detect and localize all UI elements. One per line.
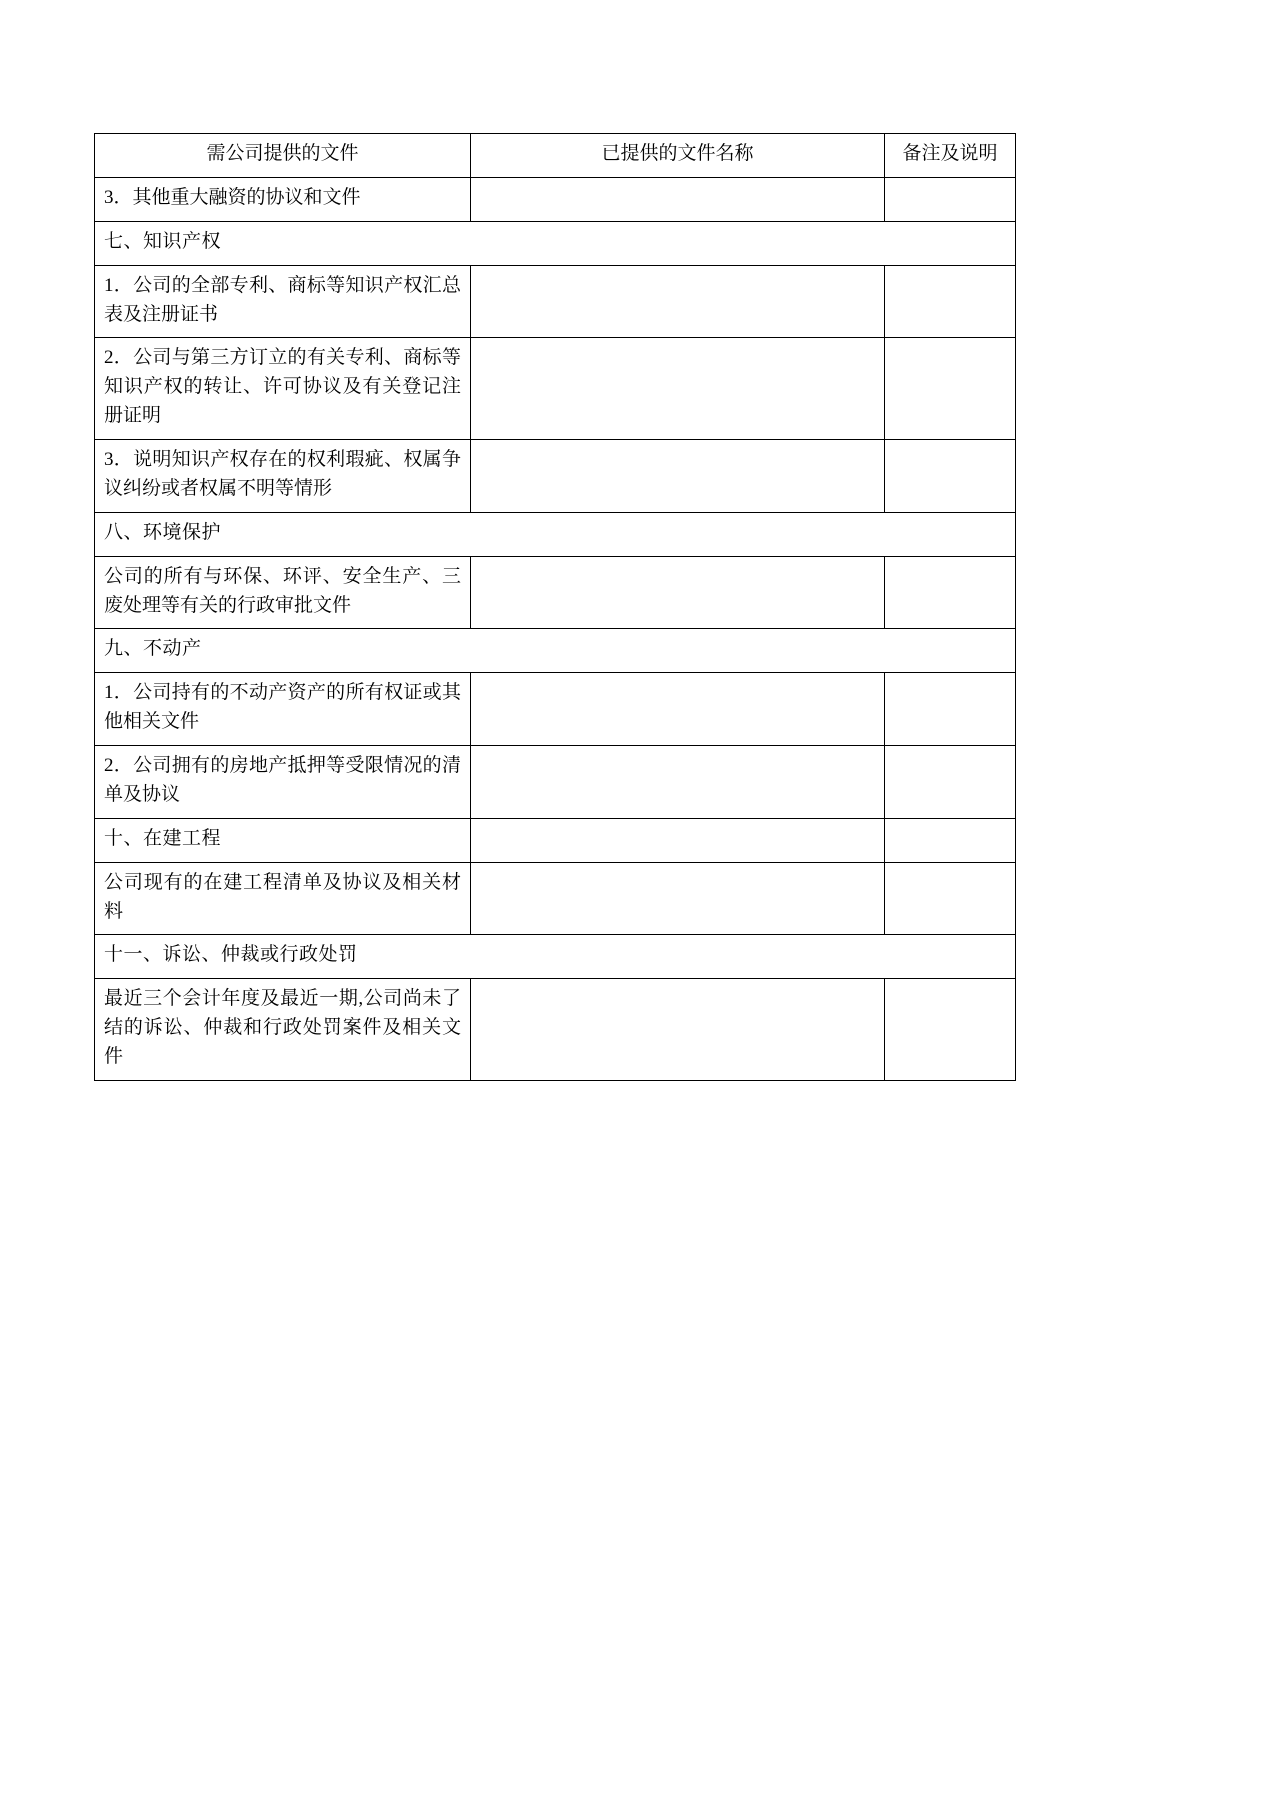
table-row [95,673,1016,746]
column-header-required-documents: 需公司提供的文件 [95,134,471,178]
item-label: 1．公司的全部专利、商标等知识产权汇总表及注册证书 [95,265,471,338]
table-header-row [95,134,1016,178]
provided-document-cell[interactable] [471,440,885,513]
item-label: 1．公司持有的不动产资产的所有权证或其他相关文件 [95,673,471,746]
remark-cell[interactable] [885,818,1016,862]
remark-cell[interactable] [885,746,1016,819]
item-label: 公司现有的在建工程清单及协议及相关材料 [95,862,471,935]
table-row [95,746,1016,819]
provided-document-cell[interactable] [471,818,885,862]
table-row [95,979,1016,1081]
provided-document-cell[interactable] [471,673,885,746]
section-heading: 七、知识产权 [95,221,1016,265]
remark-cell[interactable] [885,338,1016,440]
item-label: 3．其他重大融资的协议和文件 [95,177,471,221]
section-heading: 八、环境保护 [95,512,1016,556]
provided-document-cell[interactable] [471,338,885,440]
table-row [95,935,1016,979]
column-header-provided-document-name: 已提供的文件名称 [471,134,885,178]
table-row [95,177,1016,221]
table-row [95,338,1016,440]
remark-cell[interactable] [885,440,1016,513]
document-checklist-table [94,133,1016,1081]
table-row [95,512,1016,556]
section-heading: 十一、诉讼、仲裁或行政处罚 [95,935,1016,979]
remark-cell[interactable] [885,177,1016,221]
table-row [95,862,1016,935]
provided-document-cell[interactable] [471,556,885,629]
provided-document-cell[interactable] [471,177,885,221]
section-heading: 九、不动产 [95,629,1016,673]
column-header-remarks: 备注及说明 [885,134,1016,178]
table-row [95,818,1016,862]
remark-cell[interactable] [885,556,1016,629]
item-label: 2．公司拥有的房地产抵押等受限情况的清单及协议 [95,746,471,819]
item-label: 3．说明知识产权存在的权利瑕疵、权属争议纠纷或者权属不明等情形 [95,440,471,513]
table-row [95,265,1016,338]
section-heading: 十、在建工程 [95,818,471,862]
item-label: 2．公司与第三方订立的有关专利、商标等知识产权的转让、许可协议及有关登记注册证明 [95,338,471,440]
remark-cell[interactable] [885,265,1016,338]
table-row [95,221,1016,265]
remark-cell[interactable] [885,673,1016,746]
table-row [95,440,1016,513]
item-label: 最近三个会计年度及最近一期,公司尚未了结的诉讼、仲裁和行政处罚案件及相关文件 [95,979,471,1081]
provided-document-cell[interactable] [471,746,885,819]
remark-cell[interactable] [885,862,1016,935]
remark-cell[interactable] [885,979,1016,1081]
provided-document-cell[interactable] [471,979,885,1081]
provided-document-cell[interactable] [471,862,885,935]
table-row [95,629,1016,673]
table-row [95,556,1016,629]
item-label: 公司的所有与环保、环评、安全生产、三废处理等有关的行政审批文件 [95,556,471,629]
provided-document-cell[interactable] [471,265,885,338]
